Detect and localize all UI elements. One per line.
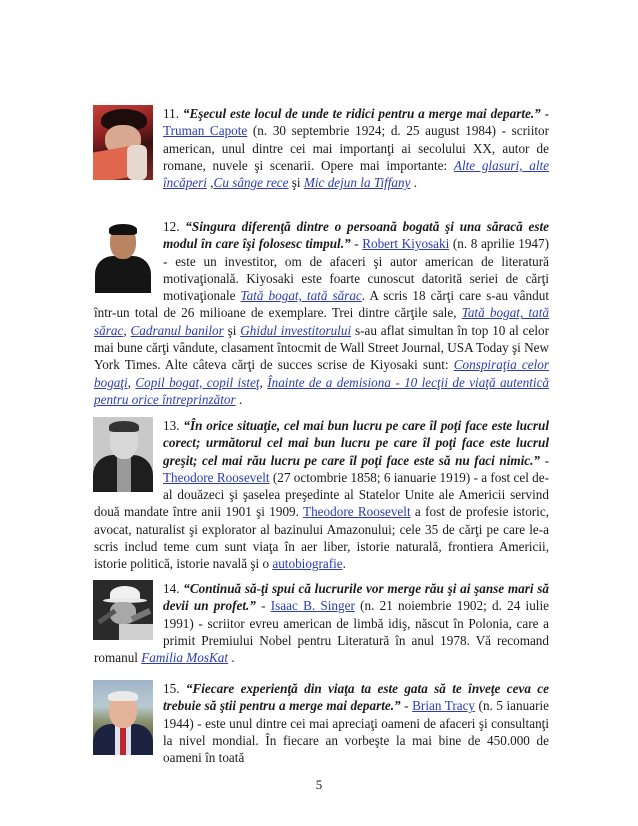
separator: ,	[259, 374, 268, 390]
theodore-roosevelt-photo-icon	[93, 417, 153, 492]
book-link-familia-moskat[interactable]: Familia MosKat	[141, 650, 229, 666]
book-link-tata-bogat-tata-sarac[interactable]: Tată bogat, tată sărac	[94, 305, 549, 338]
book-link-cu-sange-rece[interactable]: Cu sânge rece	[213, 175, 289, 191]
book-link-alte-glasuri[interactable]: Alte glasuri, alte încăperi	[163, 157, 550, 191]
separator: şi	[288, 175, 304, 191]
quote-entry-14	[94, 580, 549, 666]
quote-entry-15	[94, 680, 549, 766]
bio-text: (n. 30 septembrie 1924; d. 25 august 1984) - scriitor american, unul dintre cei mai importanţi ai secolului XX, autor de romane, nuvele şi scenarii. Opere mai importante:	[163, 123, 550, 173]
brian-tracy-photo-icon	[93, 680, 153, 755]
entry-paragraph	[94, 580, 549, 666]
quote-text: “Eşecul este locul de unde te ridici pentru a merge mai departe.”	[182, 106, 541, 121]
separator: ,	[206, 175, 214, 191]
book-link-copil-bogat-copil-istet[interactable]: Copil bogat, copil isteţ	[135, 374, 260, 390]
quote-text: “În orice situaţie, cel mai bun lucru pe care îl poţi face este lucrul corect; următorul cel mai bun lucru pe care îl poţi face este lucrul greşit; cel mai rău lucru pe care îl poţi face este să nu faci nimic.”	[163, 418, 550, 468]
bio-text: (27 octombrie 1858; 6 ianuarie 1919) - a fost cel de-al douăzeci şi şaselea preşedinte al Statelor Unite ale Americii servind două mandate între anii 1901 şi 1909.	[94, 469, 549, 520]
quote-entry-12	[94, 218, 549, 408]
entry-paragraph	[94, 680, 549, 766]
bio-text: (n. 8 aprilie 1947) - este un investitor, om de afaceri şi autor american de literatură motivaţională. Kiyosaki este foarte cunoscut datorită seriei de cărţi motivaţionale	[163, 236, 549, 304]
end-punctuation: .	[342, 556, 346, 572]
separator: şi	[223, 322, 241, 338]
dash: -	[255, 598, 271, 614]
author-link-theodore-roosevelt[interactable]: Theodore Roosevelt	[163, 469, 270, 485]
author-link-robert-kiyosaki[interactable]: Robert Kiyosaki	[362, 236, 450, 252]
bio-text: (n. 5 ianuarie 1944) - este unul dintre cei mai apreciaţi oameni de afaceri şi consultanţi la nivel mondial. În fiecare an vorbeşte la mai bine de 450.000 de oameni în toată	[163, 698, 549, 766]
entry-number: 11.	[163, 106, 179, 121]
dash: -	[400, 698, 413, 714]
end-punctuation: .	[410, 175, 418, 191]
page-number: 5	[315, 777, 323, 792]
quote-entry-13	[94, 417, 549, 573]
robert-kiyosaki-photo-icon	[93, 218, 153, 293]
autobiography-link[interactable]: autobiografie	[272, 556, 343, 572]
bio-text: (n. 21 noiembrie 1902; d. 24 iulie 1991) - scriitor evreu american de limbă idiş, născut în Polonia, care a primit Premiului Nobel pentru Literatură în anul 1978. Vă recomand romanul	[94, 598, 549, 666]
book-link-tata-bogat-tata-sarac[interactable]: Tată bogat, tată sărac	[240, 288, 362, 304]
separator: ,	[123, 322, 131, 338]
dash: -	[540, 106, 550, 121]
entry-number: 15.	[163, 681, 186, 696]
book-link-ghidul-investitorului[interactable]: Ghidul investitorului	[240, 322, 352, 338]
end-punctuation: .	[228, 650, 235, 666]
author-link-truman-capote[interactable]: Truman Capote	[163, 123, 248, 139]
bio-text: . A scris 18 cărţi care s-au vândut într-un total de 26 milioane de exemplare. Trei dintre cărţile sale,	[94, 288, 549, 321]
bio-text: a fost de profesie istoric, avocat, naturalist şi explorator al bazinului Amazonului; cele 35 de cărţi pe care le-a scris includ teme cum sunt viaţa în aer liber, istorie naturală, frontiera Americii, istorie politică, istorie navală şi o	[94, 504, 549, 572]
author-link-isaac-singer[interactable]: Isaac B. Singer	[270, 598, 355, 614]
entry-paragraph	[94, 105, 549, 191]
dash: -	[540, 452, 549, 468]
bio-text: s-au aflat simultan în top 10 al celor mai bune cărţi vândute, clasament întocmit de Wall Street Journal, USA Today şi New York Times. Alte câteva cărţi de succes scrise de Kiyosaki sunt:	[94, 322, 550, 373]
entry-number: 14.	[163, 581, 184, 596]
dash: -	[350, 236, 363, 252]
book-link-cadranul-banilor[interactable]: Cadranul banilor	[130, 322, 224, 338]
quote-text: “Singura diferenţă dintre o persoană bogată şi una săracă este modul în care îşi folosesc timpul.”	[163, 219, 549, 252]
quote-text: “Fiecare experienţă din viaţa ta este gata să te înveţe ceva ce trebuie să ştii pentru a merge mai departe.”	[163, 681, 550, 714]
entry-number: 12.	[163, 219, 186, 234]
entry-paragraph	[94, 417, 549, 573]
isaac-singer-photo-icon	[93, 580, 153, 640]
quote-entry-11	[94, 105, 549, 191]
truman-capote-photo-icon	[93, 105, 153, 180]
end-punctuation: .	[235, 391, 243, 407]
separator: ,	[127, 374, 136, 390]
book-link-conspiratia-celor-bogati[interactable]: Conspiraţia celor bogaţi	[94, 357, 549, 390]
author-link-theodore-roosevelt-2[interactable]: Theodore Roosevelt	[303, 504, 411, 520]
entry-paragraph	[94, 218, 549, 408]
quote-text: “Continuă să-ţi spui că lucrurile vor merge rău şi ai şanse mari să devii un profet.”	[163, 581, 549, 614]
author-link-brian-tracy[interactable]: Brian Tracy	[412, 698, 476, 714]
book-link-inainte-de-a-demisiona[interactable]: Înainte de a demisiona - 10 lecţii de viaţă autentică pentru orice întreprinzător	[94, 374, 550, 407]
entry-number: 13.	[163, 418, 184, 433]
book-link-mic-dejun-la-tiffany[interactable]: Mic dejun la Tiffany	[303, 175, 411, 191]
